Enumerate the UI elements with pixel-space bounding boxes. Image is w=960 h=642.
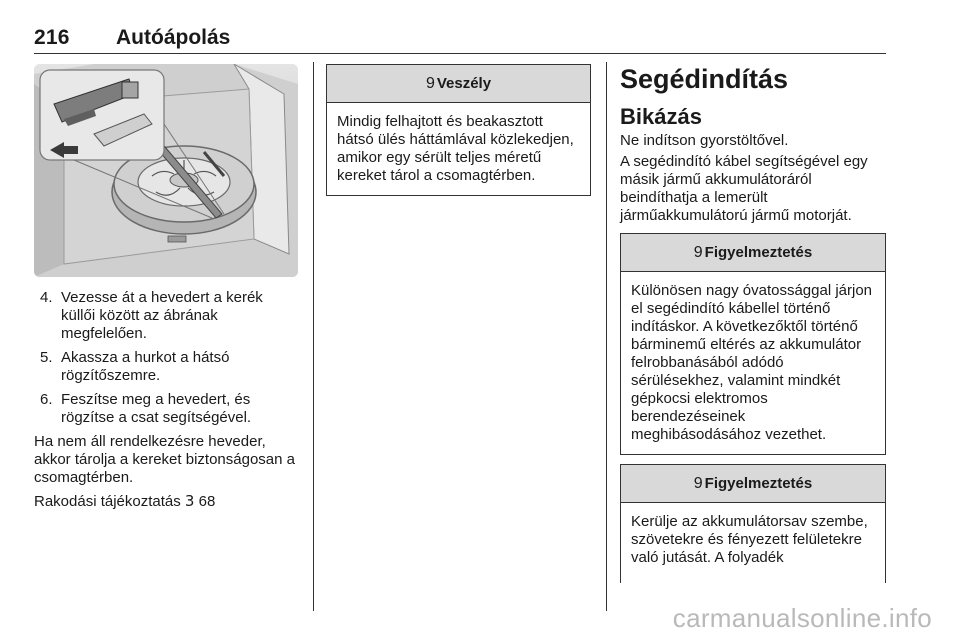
warning-box-1-title: Figyelmeztetés bbox=[704, 244, 813, 261]
step-text: Feszítse meg a hevedert, és rögzítse a csat segítségével. bbox=[61, 391, 252, 426]
jump-start-para-1: Ne indítson gyorstöltővel. bbox=[620, 132, 789, 149]
step-text: Akassza a hurkot a hátsó rögzítőszemre. bbox=[61, 349, 230, 384]
column-middle bbox=[326, 64, 591, 196]
column-divider-1 bbox=[313, 62, 314, 611]
reference-text: Rakodási tájékoztatás bbox=[34, 493, 181, 510]
list-item bbox=[34, 289, 300, 343]
warning-box-1-header bbox=[621, 234, 885, 272]
column-divider-2 bbox=[606, 62, 607, 611]
step-text: Vezesse át a hevedert a kerék küllői között az ábrának megfelelően. bbox=[61, 289, 263, 342]
column-right bbox=[620, 64, 886, 583]
jump-start-para-2: A segédindító kábel segítségével egy másik jármű akkumulátoráról beindíthatja a lemerült járműakkumulátorú jármű motorját. bbox=[620, 153, 868, 224]
step-list bbox=[34, 289, 300, 427]
warning-box-2-title: Figyelmeztetés bbox=[704, 475, 813, 492]
danger-box bbox=[326, 64, 591, 196]
warning-box-2-header bbox=[621, 465, 885, 503]
column-left bbox=[34, 64, 300, 516]
danger-box-text: Mindig felhajtott és beakasztott hátsó ülés háttámlával közlekedjen, amikor egy sérült teljes méretű kereket tárol a csomagtérben. bbox=[337, 113, 574, 184]
list-item bbox=[34, 391, 300, 427]
loading-reference[interactable] bbox=[34, 492, 300, 511]
warning-box-2 bbox=[620, 464, 886, 583]
warning-box-2-text: Kerülje az akkumulátorsav szembe, szövetekre és fényezett felületekre való jutását. A folyadék bbox=[631, 513, 868, 566]
warning-triangle-icon: 9 bbox=[693, 474, 703, 492]
no-strap-paragraph: Ha nem áll rendelkezésre heveder, akkor tárolja a kereket biztonságosan a csomagtérben. bbox=[34, 433, 295, 486]
danger-box-header bbox=[327, 65, 590, 103]
watermark: carmanualsonline.info bbox=[672, 603, 932, 633]
step-number: 5. bbox=[40, 349, 53, 366]
section-title: Autóápolás bbox=[116, 26, 231, 49]
warning-box-1-text: Különösen nagy óvatossággal járjon el segédindító kábellel történő indításkor. A következőktől történő bárminemű eltérés az akkumulátor felrobbanásából adódó sérülésekhez, valamint mindkét gépkocsi elektromos berendezéseinek meghibásodásához vezethet. bbox=[631, 282, 873, 443]
jump-start-title: Segédindítás bbox=[620, 64, 789, 94]
step-number: 4. bbox=[40, 289, 53, 306]
arrow-icon: 3 bbox=[184, 492, 195, 510]
warning-box-1 bbox=[620, 233, 886, 455]
step-number: 6. bbox=[40, 391, 53, 408]
warning-triangle-icon: 9 bbox=[693, 243, 703, 261]
header-divider bbox=[34, 53, 886, 54]
warning-triangle-icon: 9 bbox=[425, 74, 435, 92]
jump-start-subtitle: Bikázás bbox=[620, 104, 702, 129]
trunk-spare-wheel-illustration bbox=[34, 64, 298, 277]
list-item bbox=[34, 349, 300, 385]
page-header bbox=[34, 26, 886, 50]
reference-page: 68 bbox=[198, 493, 216, 510]
danger-box-title: Veszély bbox=[436, 75, 492, 92]
trunk-spare-wheel-icon bbox=[34, 64, 298, 277]
page-number: 216 bbox=[34, 26, 70, 49]
